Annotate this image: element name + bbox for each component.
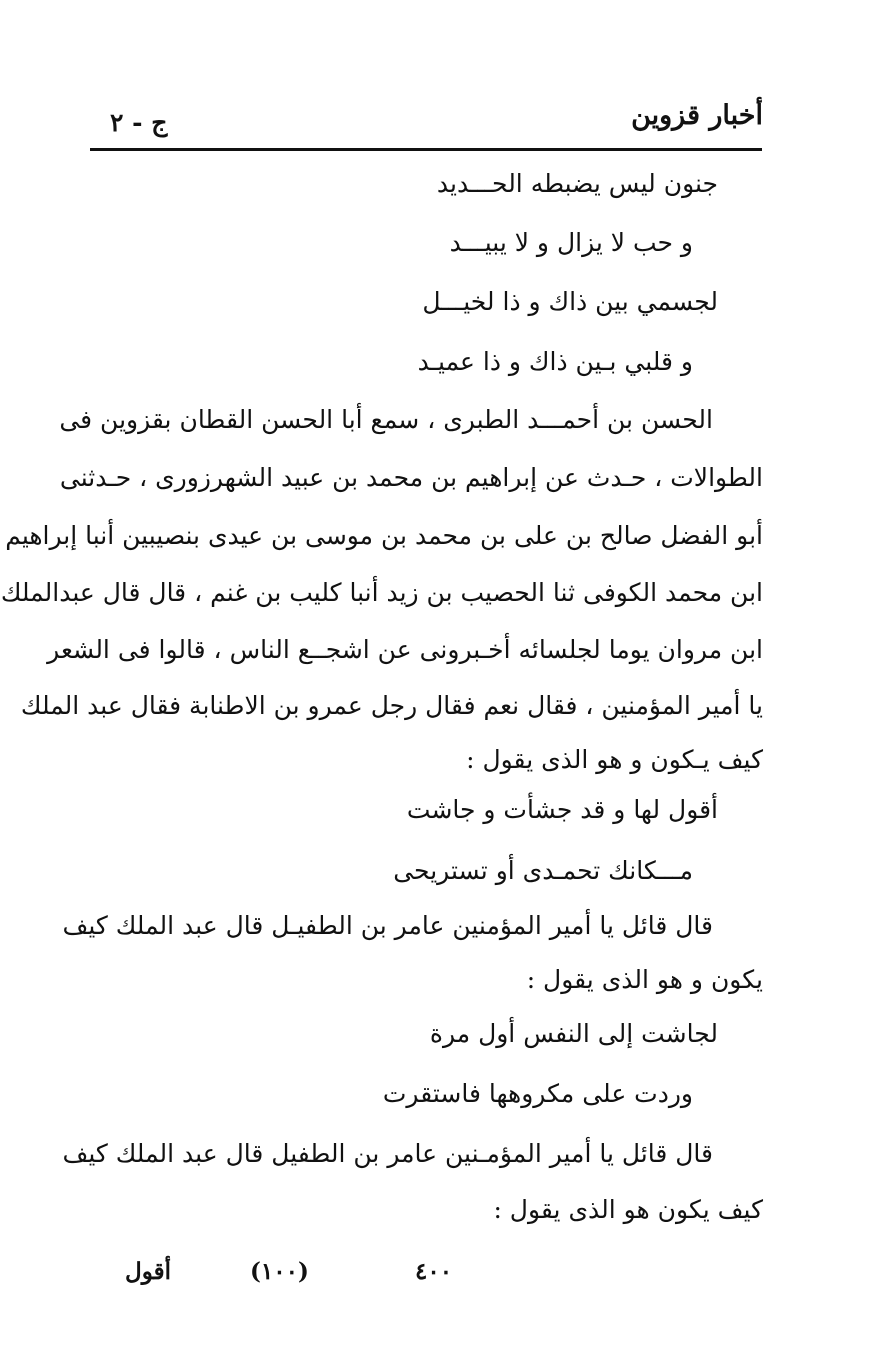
text-line: يا أمير المؤمنين ، فقال نعم فقال رجل عمرو بن الاطنابة فقال عبد الملك [20, 691, 763, 720]
volume-label: ج - ٢ [110, 108, 168, 137]
text-line: كيف يـكون و هو الذى يقول : [466, 745, 763, 774]
page-number: ٤٠٠ [415, 1258, 453, 1285]
text-line: ابن محمد الكوفى ثنا الحصيب بن زيد أنبا كليب بن غنم ، قال قال عبدالملك [0, 578, 763, 607]
verse-line: وردت على مكروهها فاستقرت [382, 1079, 693, 1108]
text-line: يكون و هو الذى يقول : [526, 965, 763, 994]
text-line: الطوالات ، حـدث عن إبراهيم بن محمد بن عبيد الشهرزورى ، حـدثنى [59, 463, 763, 492]
verse-line: جنون ليس يضبطه الحـــديد [436, 169, 718, 198]
verse-line: و قلبي بـين ذاك و ذا عميـد [417, 347, 693, 376]
verse-line: لجسمي بين ذاك و ذا لخيـــل [422, 287, 718, 316]
signature-mark: (١٠٠) [250, 1258, 309, 1285]
text-line: الحسن بن أحمـــد الطبرى ، سمع أبا الحسن القطان بقزوين فى [59, 405, 713, 434]
text-line: قال قائل يا أمير المؤمنين عامر بن الطفيـل قال عبد الملك كيف [62, 911, 713, 940]
verse-line: و حب لا يزال و لا يبيـــد [449, 228, 693, 257]
header-rule [90, 148, 762, 151]
text-line: ابن مروان يوما لجلسائه أخـبرونى عن اشجــع الناس ، قالوا فى الشعر [47, 635, 763, 664]
verse-line: مـــكانك تحمـدى أو تستريحى [393, 856, 693, 885]
catchword: أقول [125, 1258, 171, 1285]
verse-line: أقول لها و قد جشأت و جاشت [406, 795, 718, 824]
text-line: كيف يكون هو الذى يقول : [493, 1195, 763, 1224]
running-title: أخبار قزوين [631, 100, 763, 131]
verse-line: لجاشت إلى النفس أول مرة [429, 1019, 718, 1048]
text-line: أبو الفضل صالح بن على بن محمد بن موسى بن عيدى بنصيبين أنبا إبراهيم [5, 521, 763, 550]
text-line: قال قائل يا أمير المؤمـنين عامر بن الطفيل قال عبد الملك كيف [62, 1139, 713, 1168]
